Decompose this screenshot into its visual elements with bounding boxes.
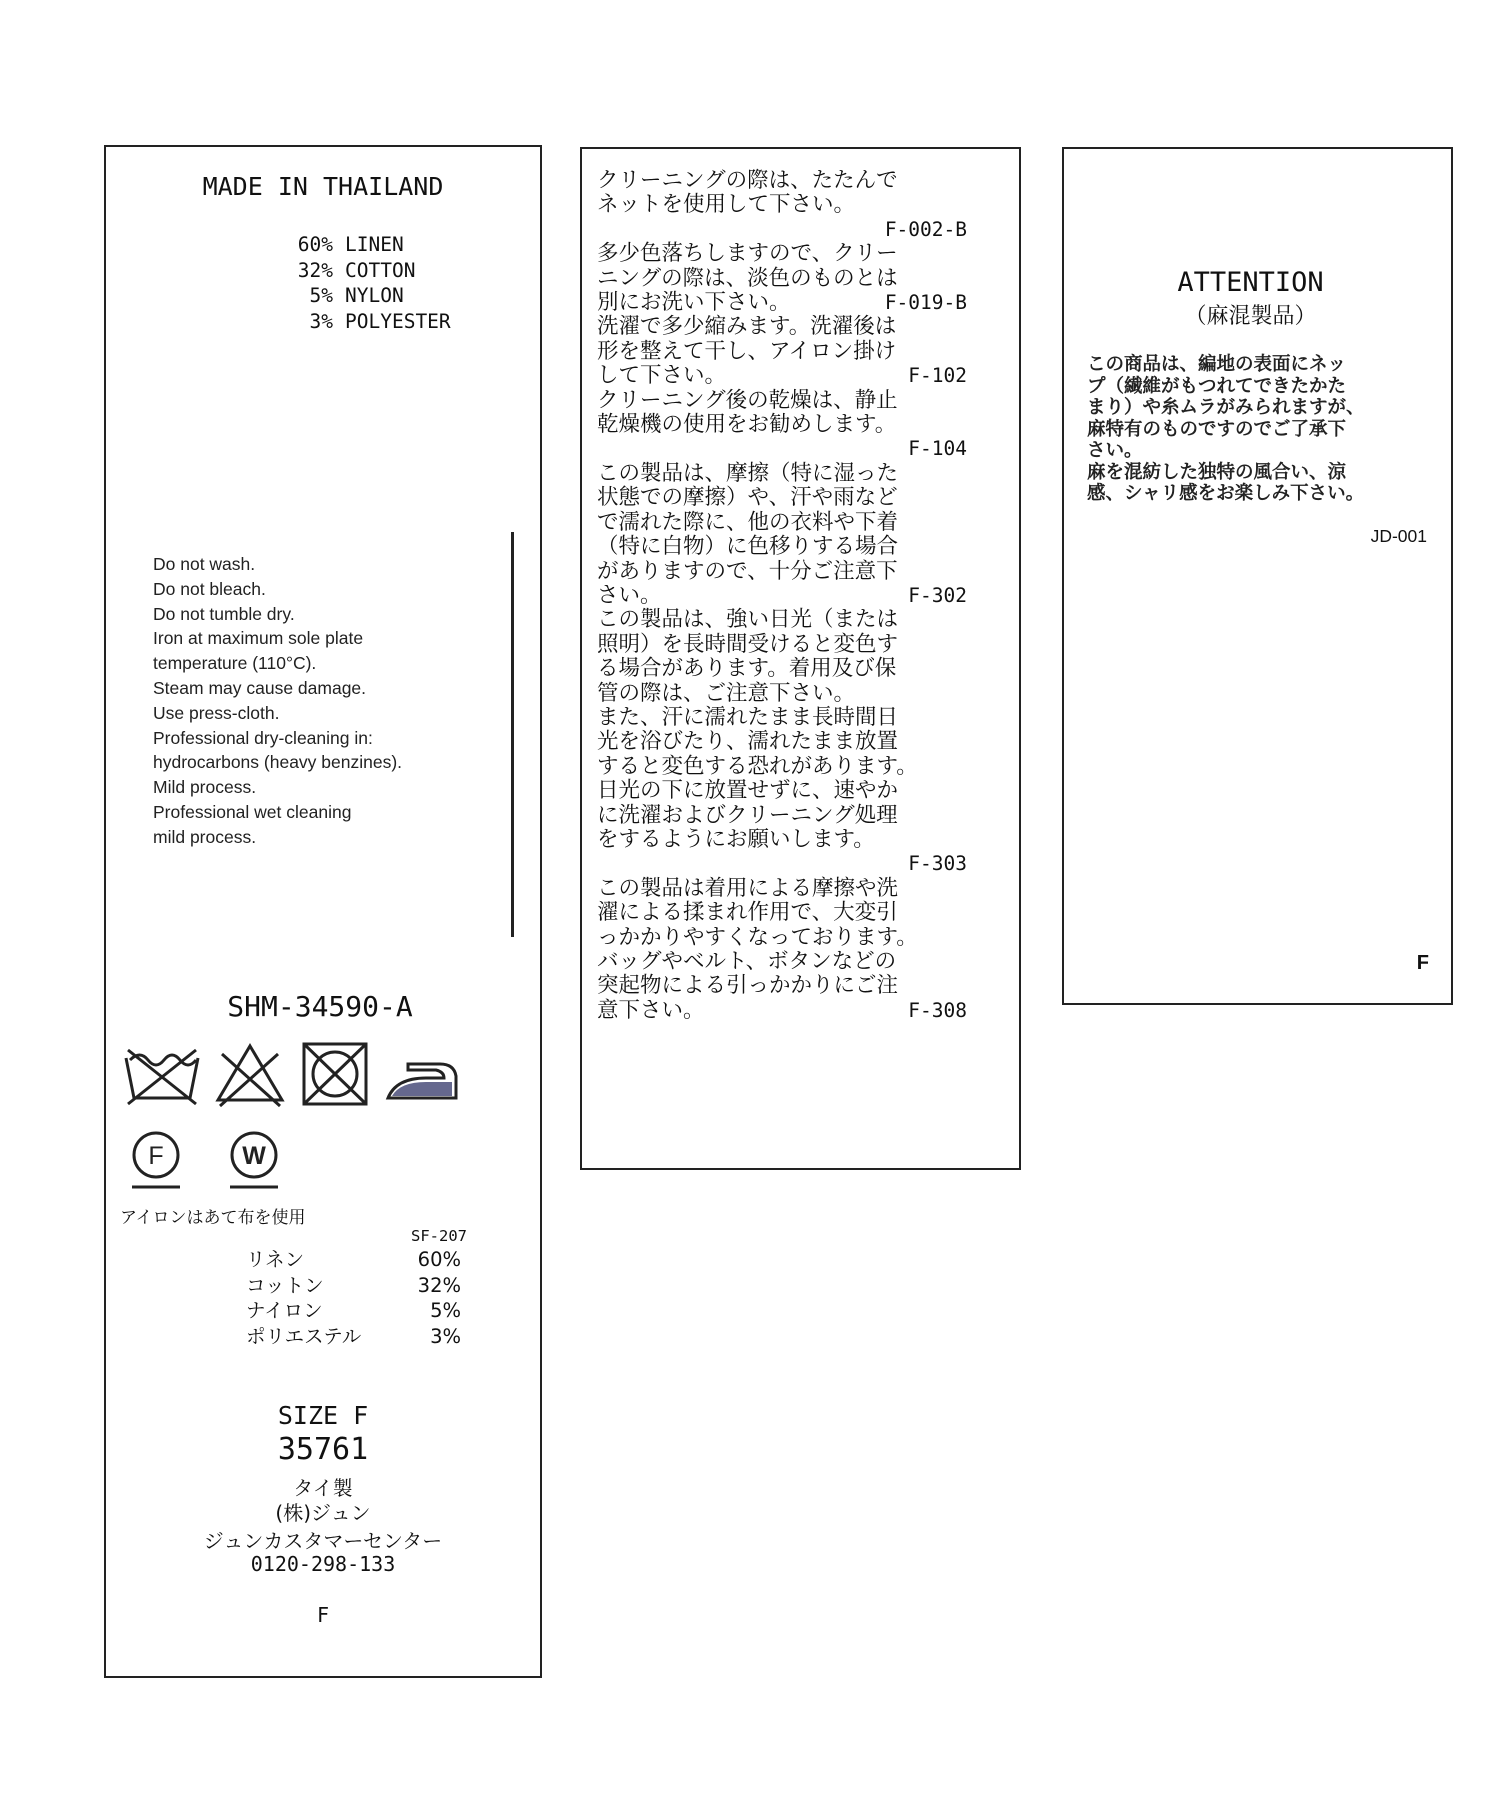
composition-ja-percent: 60% (417, 1248, 461, 1271)
composition-ja-row (246, 1273, 461, 1299)
composition-row (271, 283, 451, 309)
care-note-line: 状態での摩擦）や、汗や雨など (597, 485, 898, 511)
attention-line: さい。 (1087, 440, 1143, 461)
garment-label-main (104, 145, 542, 1678)
composition-percent: 60% (297, 233, 333, 256)
composition-ja-material: ポリエステル (246, 1324, 362, 1348)
care-note-line: クリーニング後の乾燥は、静止 (597, 387, 898, 413)
care-note-line: 光を浴びたり、濡れたまま放置 (597, 729, 899, 755)
care-line: temperature (110°C). (153, 653, 317, 674)
style-number: SHM-34590-A (227, 990, 413, 1023)
care-note-line: 管の際は、ご注意下さい。 (597, 680, 856, 706)
care-note-line: 多少色落ちしますので、クリー (597, 241, 898, 267)
iron-icon (388, 1064, 456, 1098)
care-note-text: 別にお洗い下さい。 (597, 290, 791, 316)
care-note-line: この製品は、摩擦（特に湿った (597, 460, 899, 486)
composition-ja-material: ナイロン (246, 1299, 323, 1322)
care-note-line: る場合があります。着用及び保 (597, 656, 897, 682)
care-note-line (597, 999, 967, 1023)
care-note-line: 形を整えて干し、アイロン掛け (597, 338, 897, 364)
care-line: Steam may cause damage. (153, 677, 367, 698)
care-note-line (597, 364, 967, 388)
attention-line: 麻特有のものですのでご了承下 (1087, 418, 1347, 440)
care-note-code: F-302 (908, 583, 967, 607)
care-line: hydrocarbons (heavy benzines). (153, 752, 403, 773)
care-note-line: がありますので、十分ご注意下 (597, 558, 898, 584)
care-note-line: 照明）を長時間受けると変色す (597, 631, 899, 657)
care-symbols-row (124, 1040, 464, 1110)
care-note-code: F-102 (908, 364, 967, 388)
care-line: Mild process. (153, 777, 257, 798)
company-name: (株)ジュン (275, 1501, 371, 1525)
care-note-line: この製品は、強い日光（または (597, 607, 899, 633)
composition-row (271, 309, 451, 335)
phone-number: 0120-298-133 (250, 1552, 396, 1576)
care-note-line: っかかりやすくなっております。 (597, 924, 918, 950)
care-instructions-en (153, 552, 402, 850)
care-note-line: 濯による揉まれ作用で、大変引 (597, 900, 898, 926)
sf-code: SF-207 (411, 1227, 467, 1245)
care-line: Do not tumble dry. (153, 603, 295, 624)
care-note-code: F-002-B (884, 217, 967, 241)
attention-code: JD-001 (1370, 526, 1427, 546)
do-not-bleach-icon (218, 1046, 282, 1106)
care-note-line: 突起物による引っかかりにご注 (597, 973, 899, 999)
made-in-ja: タイ製 (293, 1476, 353, 1500)
care-note-line: に洗濯およびクリーニング処理 (597, 802, 898, 828)
care-line: Iron at maximum sole plate (153, 628, 364, 649)
size-text: SIZE F (277, 1401, 369, 1430)
composition-percent: 5% (309, 284, 333, 307)
care-line: Do not bleach. (153, 578, 266, 599)
composition-ja-material: リネン (246, 1248, 305, 1271)
composition-ja-row (246, 1247, 461, 1273)
attention-line: プ（繊維がもつれてできたかた (1087, 375, 1347, 397)
composition-material: LINEN (345, 233, 404, 256)
composition-ja (246, 1247, 461, 1349)
attention-line: この商品は、編地の表面にネッ (1087, 354, 1347, 375)
care-note-code: F-308 (908, 998, 967, 1022)
care-note-line: で濡れた際に、他の衣料や下着 (597, 509, 899, 535)
care-note-line: ネットを使用して下さい。 (597, 192, 856, 218)
care-note-line: 日光の下に放置せずに、速やか (597, 778, 899, 804)
composition-percent: 3% (309, 309, 333, 333)
care-note-text: さい。 (597, 582, 662, 608)
garment-label-attention (1062, 147, 1453, 1005)
customer-center-name: ジュンカスタマーセンター (203, 1529, 443, 1553)
care-line: Professional dry-cleaning in: (153, 727, 373, 748)
care-note-line: すると変色する恐れがあります。 (597, 753, 918, 779)
attention-line: 感、シャリ感をお楽しみ下さい。 (1087, 483, 1365, 504)
size-mark: F (316, 1603, 330, 1627)
care-note-line: バッグやベルト、ボタンなどの (597, 949, 897, 974)
do-not-wash-icon (126, 1050, 198, 1104)
composition-material: COTTON (345, 258, 416, 282)
attention-body (1087, 354, 1365, 505)
care-line: Use press-cloth. (153, 702, 280, 723)
attention-line: 麻を混紡した独特の風合い、涼 (1087, 461, 1347, 483)
care-note-line (597, 291, 967, 315)
care-note-line: 洗濯で多少縮みます。洗濯後は (597, 314, 897, 340)
composition-material: NYLON (345, 284, 404, 307)
care-note-line: また、汗に濡れたまま長時間日 (597, 704, 899, 730)
do-not-tumble-dry-icon (304, 1044, 366, 1104)
attention-subtitle: （麻混製品） (1184, 304, 1317, 329)
composition-row (271, 258, 451, 284)
care-note-code: F-104 (908, 437, 967, 461)
care-note-line: 乾燥機の使用をお勧めします。 (597, 412, 897, 438)
dry-clean-hydrocarbon-icon (132, 1133, 180, 1187)
care-note-code: F-303 (908, 852, 967, 876)
care-notes-ja (597, 169, 967, 1023)
origin-text: MADE IN THAILAND (202, 172, 444, 201)
care-note-line: この製品は着用による摩擦や洗 (597, 875, 899, 901)
care-note-line: クリーニングの際は、たたんで (597, 168, 898, 193)
care-note-line: ニングの際は、淡色のものとは (597, 265, 898, 291)
iron-note-ja: アイロンはあて布を使用 (120, 1208, 306, 1228)
attention-size-mark: F (1416, 952, 1429, 974)
composition-row (271, 232, 451, 258)
attention-line: まり）や糸ムラがみられますが、 (1087, 397, 1365, 418)
composition-ja-row (246, 1298, 461, 1324)
composition-ja-percent: 5% (430, 1299, 461, 1322)
wet-clean-icon (230, 1133, 278, 1187)
composition-ja-row (246, 1324, 461, 1350)
garment-label-care-notes (580, 147, 1021, 1170)
care-note-text: して下さい。 (597, 363, 727, 389)
composition-ja-percent: 32% (417, 1273, 461, 1297)
divider-line (511, 532, 514, 937)
lot-number: 35761 (277, 1432, 369, 1467)
attention-title: ATTENTION (1177, 267, 1324, 298)
composition-en (271, 232, 451, 334)
composition-percent: 32% (297, 258, 333, 282)
care-note-code: F-019-B (884, 291, 967, 315)
care-note-line: （特に白物）に色移りする場合 (597, 534, 899, 560)
care-note-line: をするようにお願いします。 (597, 826, 875, 852)
care-line: mild process. (153, 826, 257, 847)
composition-material: POLYESTER (345, 309, 451, 333)
composition-ja-material: コットン (246, 1273, 324, 1297)
composition-ja-percent: 3% (430, 1324, 461, 1348)
care-note-text: 意下さい。 (597, 997, 705, 1023)
dry-clean-letter: F (148, 1142, 164, 1170)
care-note-line (597, 584, 967, 608)
professional-care-symbols (130, 1129, 310, 1195)
care-line: Professional wet cleaning (153, 801, 352, 822)
care-line: Do not wash. (153, 554, 256, 574)
wet-clean-letter: W (242, 1142, 266, 1170)
